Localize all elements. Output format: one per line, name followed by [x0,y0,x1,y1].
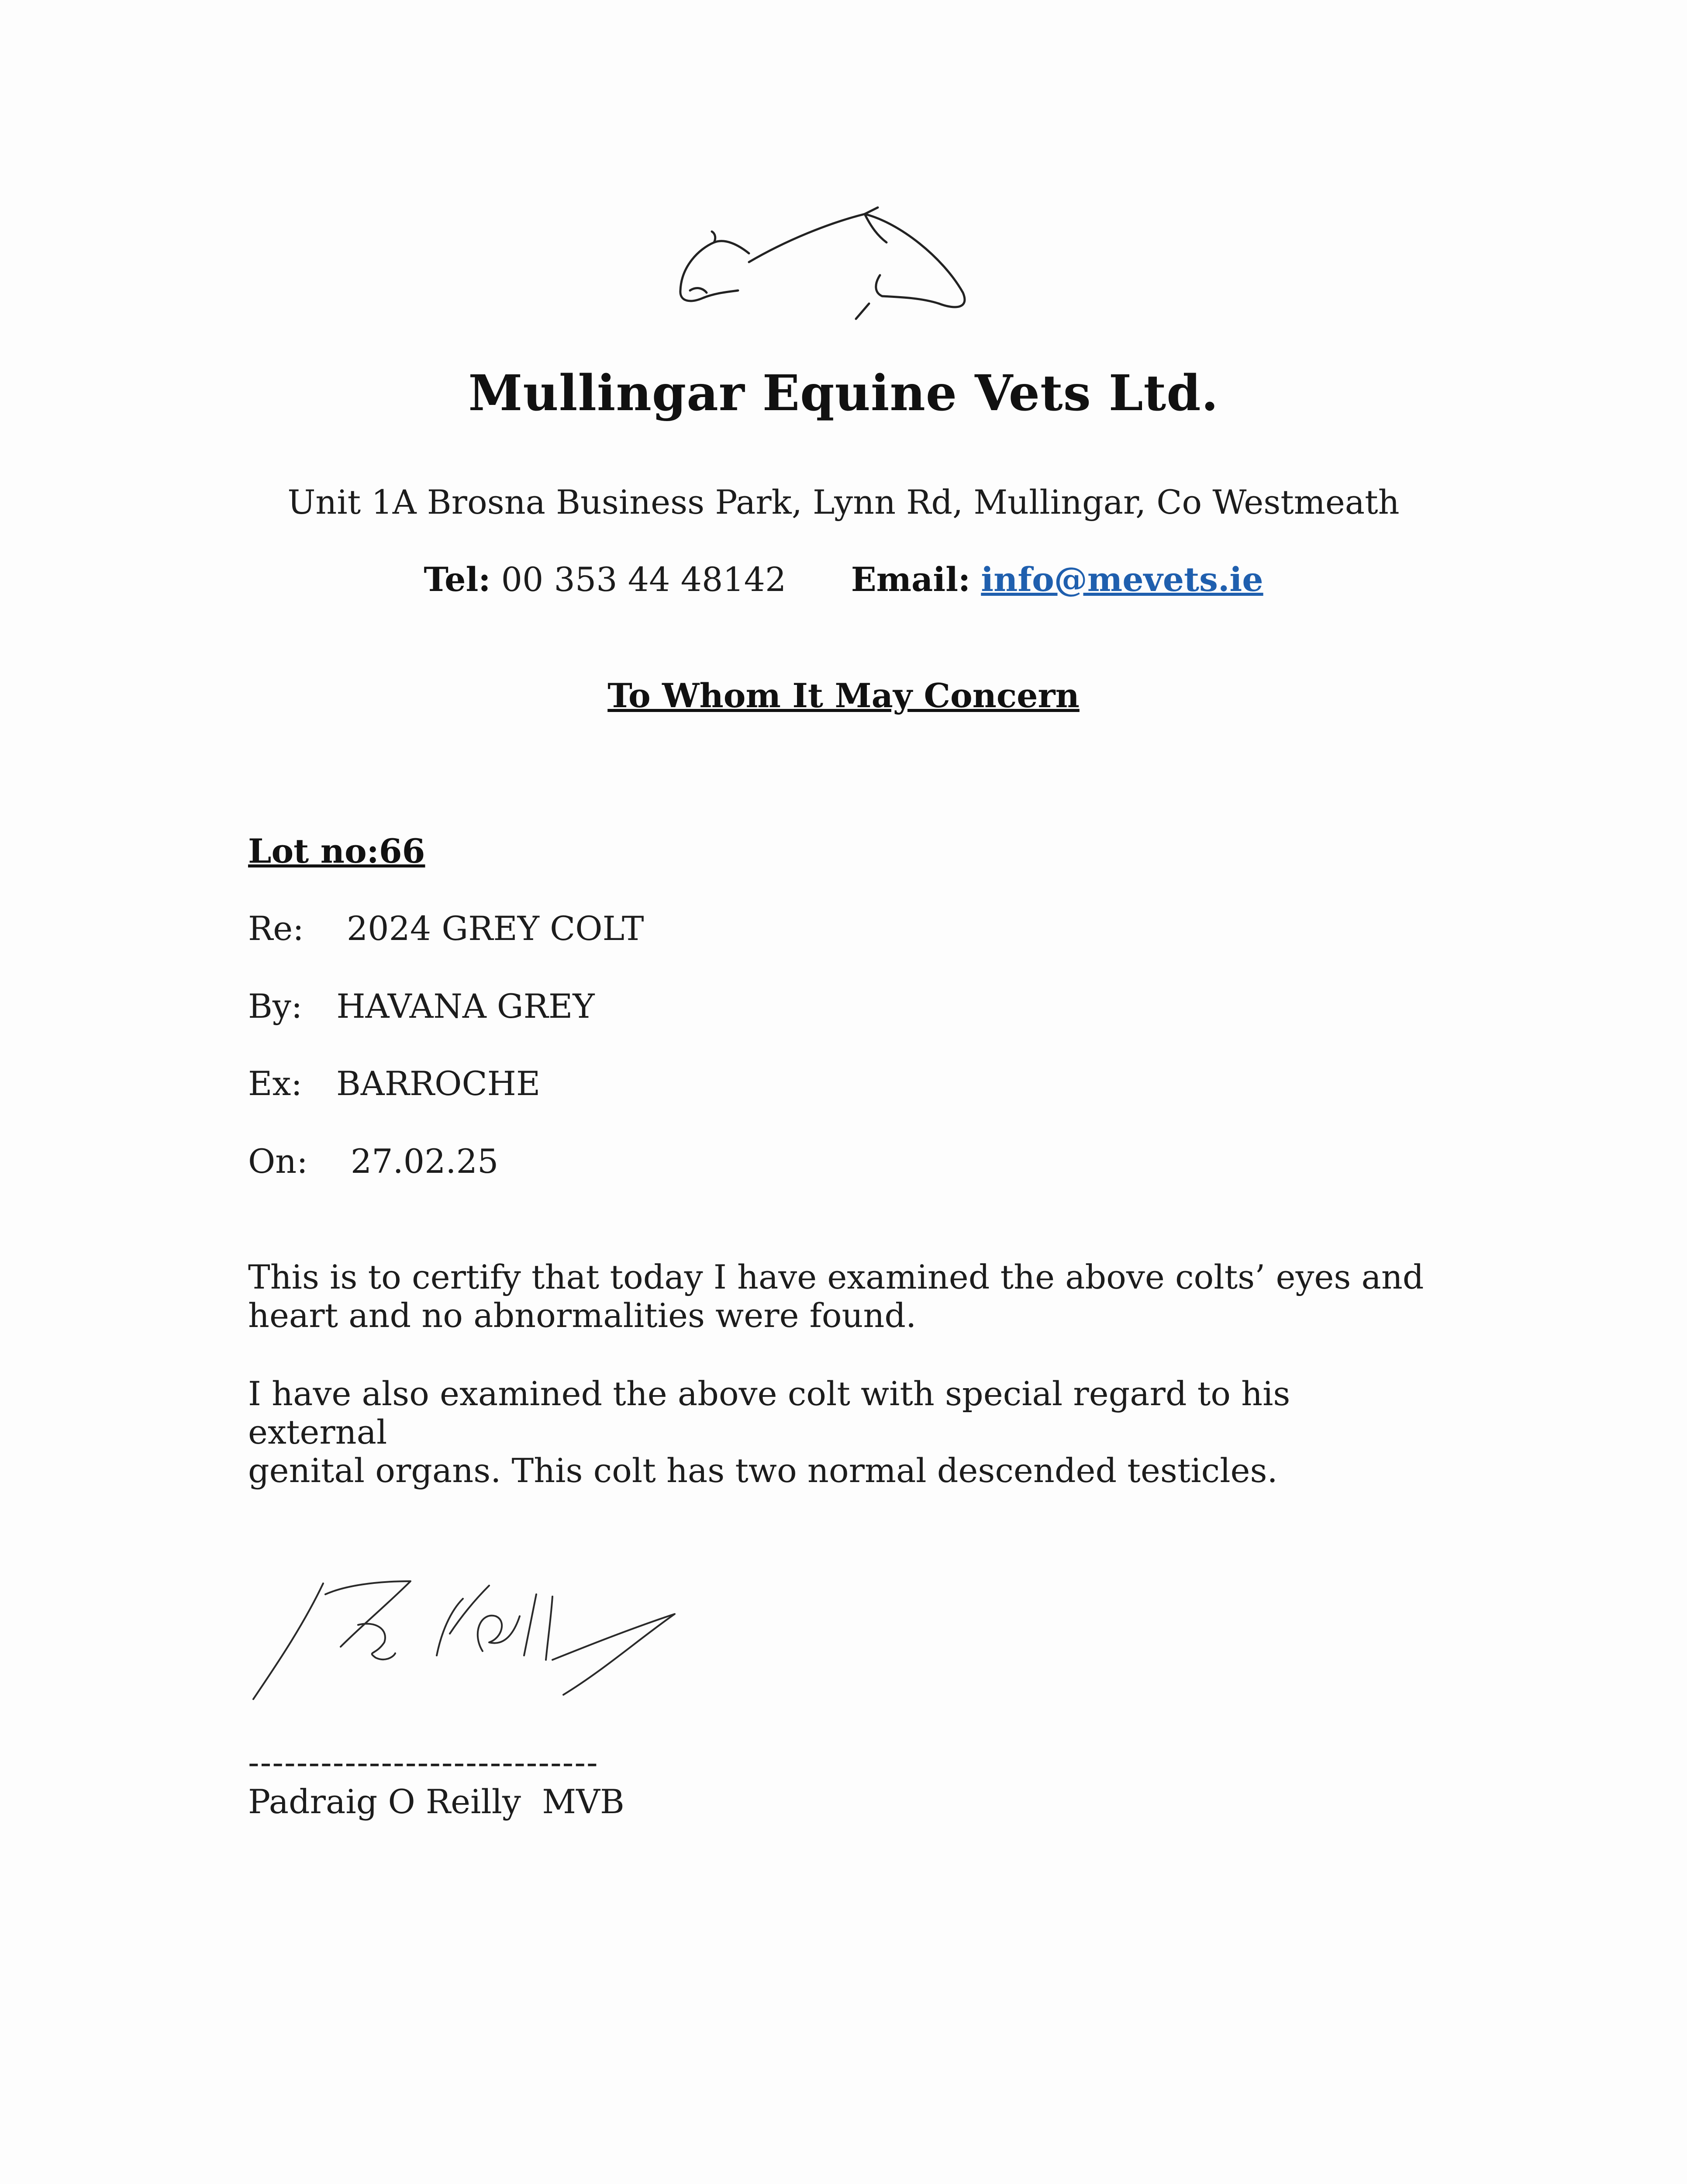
horse-heads-logo-icon [673,205,978,328]
tel-value: 00 353 44 48142 [501,560,787,599]
salutation-heading: To Whom It May Concern [607,676,1080,715]
signature-line: ----------------------------- [248,1743,599,1782]
right-horse-jaw [876,275,882,296]
field-ex [248,1064,540,1103]
paragraph-1-line-1: This is to certify that today I have examined the above colts’ eyes and [248,1258,1424,1296]
signature-stroke-loop [358,1624,395,1659]
field-re-value: 2024 GREY COLT [346,909,644,948]
field-on-label: On: [248,1142,308,1181]
right-horse-head-outline [865,214,965,307]
field-ex-value: BARROCHE [336,1064,541,1103]
field-on [248,1142,498,1181]
tel-label: Tel: [424,560,491,599]
signer-name: Padraig O Reilly MVB [248,1782,624,1821]
field-on-value: 27.02.25 [350,1142,499,1181]
email-link[interactable]: info@mevets.ie [981,560,1263,599]
field-ex-label: Ex: [248,1064,302,1103]
company-address: Unit 1A Brosna Business Park, Lynn Rd, Mullingar, Co Westmeath [287,483,1400,522]
right-horse-chin [856,304,869,319]
company-name: Mullingar Equine Vets Ltd. [468,365,1219,422]
field-re-label: Re: [248,909,304,948]
signature-stroke-tail [552,1614,675,1695]
left-horse-head-outline [680,242,738,301]
neck-line [749,207,878,262]
paragraph-2-line-2: genital organs. This colt has two normal descended testicles. [248,1451,1278,1490]
left-horse-nostril [690,288,707,293]
field-by-value: HAVANA GREY [336,987,595,1026]
signature-stroke-ll [524,1594,552,1660]
certification-paragraph [248,1258,1427,1335]
field-by-label: By: [248,987,303,1026]
handwritten-signature [245,1564,686,1712]
email-label: Email: [851,560,971,599]
contact-line [0,560,1687,599]
paragraph-1-line-2: heart and no abnormalities were found. [248,1296,917,1335]
field-by [248,987,595,1026]
examination-paragraph [248,1375,1427,1490]
signature-stroke-ei [478,1616,520,1651]
lot-number: Lot no:66 [248,832,425,871]
paragraph-2-line-1: I have also examined the above colt with special regard to his external [248,1374,1290,1451]
signature-stroke-p [253,1581,411,1699]
left-horse-ear [712,232,749,253]
field-re [248,909,644,948]
